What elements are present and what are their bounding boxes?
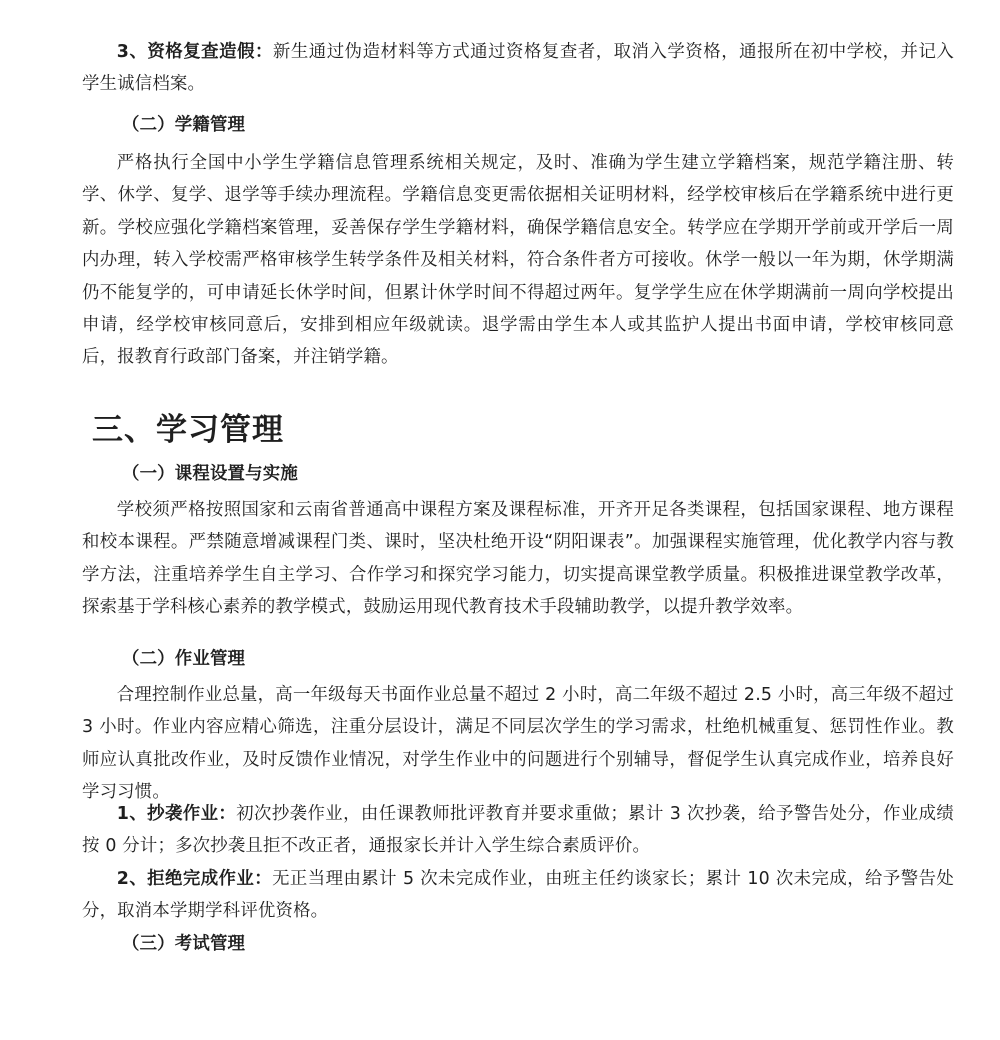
section-three-heading: 三、学习管理 <box>92 412 284 448</box>
exams-heading: （三）考试管理 <box>122 934 246 954</box>
registry-heading: （二）学籍管理 <box>122 115 246 135</box>
homework-heading: （二）作业管理 <box>122 649 246 669</box>
refusal-rule-lead: 2、拒绝完成作业： <box>116 869 273 889</box>
forgery-rule-lead: 3、资格复查造假： <box>116 42 273 62</box>
homework-paragraph: 合理控制作业总量，高一年级每天书面作业总量不超过 2 小时，高二年级不超过 2.5 小时，高三年级不超过 3 小时。作业内容应精心筛选，注重分层设计，满足不同层次学生的学习需求，杜绝机械重复、惩罚性作业。教师应认真批改作业，及时反馈作业情况，对学生作业中的问题进行个别辅导，督促学生认真完成作业，培养良好学习习惯。 <box>82 685 954 803</box>
refusal-rule-text: 无正当理由累计 5 次未完成作业，由班主任约谈家长；累计 10 次未完成，给予警告处分，取消本学期学科评优资格。 <box>82 869 954 922</box>
forgery-rule-text: 新生通过伪造材料等方式通过资格复查者，取消入学资格，通报所在初中学校，并记入学生诚信档案。 <box>82 42 954 95</box>
curriculum-heading: （一）课程设置与实施 <box>122 464 298 484</box>
plagiarism-rule-text: 初次抄袭作业，由任课教师批评教育并要求重做；累计 3 次抄袭，给予警告处分，作业成绩按 0 分计；多次抄袭且拒不改正者，通报家长并计入学生综合素质评价。 <box>82 804 954 857</box>
forgery-rule-paragraph <box>82 36 954 101</box>
curriculum-paragraph: 学校须严格按照国家和云南省普通高中课程方案及课程标准，开齐开足各类课程，包括国家课程、地方课程和校本课程。严禁随意增减课程门类、课时，坚决杜绝开设“阴阳课表”。加强课程实施管理，优化教学内容与教学方法，注重培养学生自主学习、合作学习和探究学习能力，切实提高课堂教学质量。积极推进课堂教学改革，探索基于学科核心素养的教学模式，鼓励运用现代教育技术手段辅助教学，以提升教学效率。 <box>82 500 954 618</box>
plagiarism-rule-lead: 1、抄袭作业： <box>116 804 237 824</box>
plagiarism-rule-paragraph <box>82 798 954 863</box>
refusal-rule-paragraph <box>82 863 954 928</box>
registry-paragraph: 严格执行全国中小学生学籍信息管理系统相关规定，及时、准确为学生建立学籍档案，规范学籍注册、转学、休学、复学、退学等手续办理流程。学籍信息变更需依据相关证明材料，经学校审核后在学籍系统中进行更新。学校应强化学籍档案管理，妥善保存学生学籍材料，确保学籍信息安全。转学应在学期开学前或开学后一周内办理，转入学校需严格审核学生转学条件及相关材料，符合条件者方可接收。休学一般以一年为期，休学期满仍不能复学的，可申请延长休学时间，但累计休学时间不得超过两年。复学学生应在休学期满前一周向学校提出申请，经学校审核同意后，安排到相应年级就读。退学需由学生本人或其监护人提出书面申请，学校审核同意后，报教育行政部门备案，并注销学籍。 <box>82 153 954 368</box>
